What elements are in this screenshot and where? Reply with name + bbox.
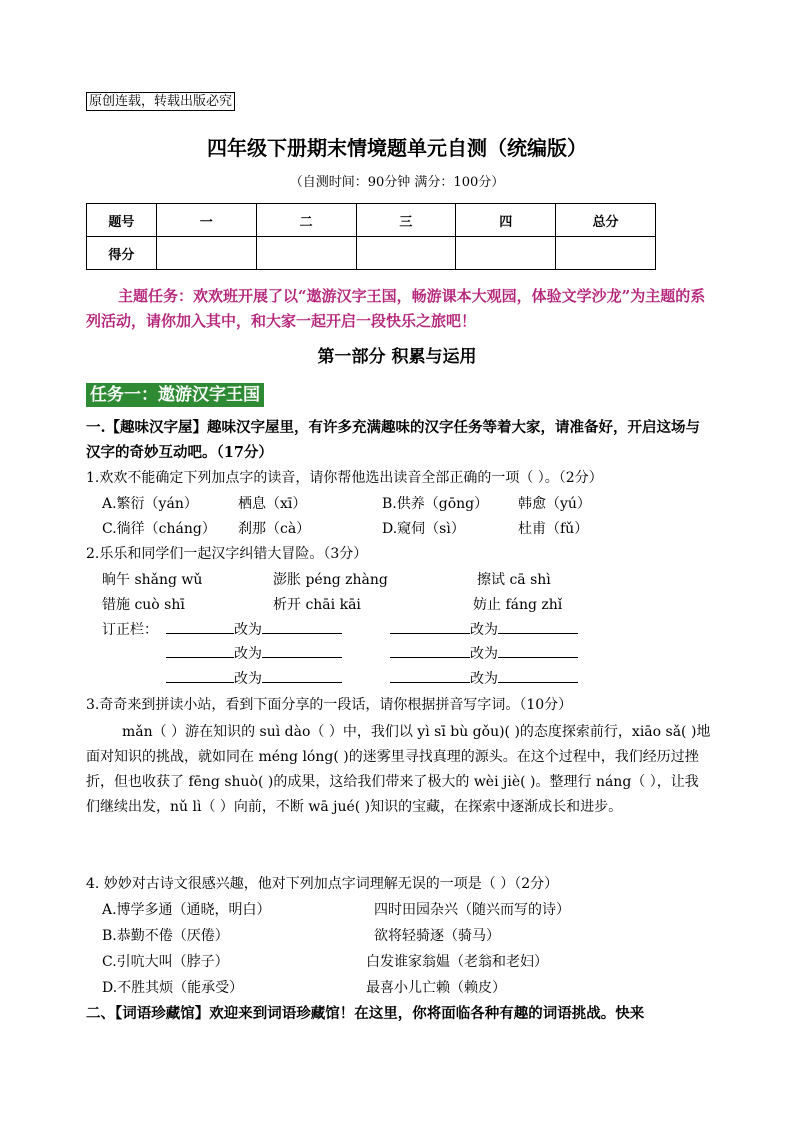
error-word: 析开 chāi kāi bbox=[273, 597, 361, 613]
score-header-cell: 一 bbox=[156, 204, 256, 237]
option-d[interactable]: D.窥伺（sì） bbox=[382, 521, 465, 537]
option-a-word: 栖息（xī） bbox=[238, 496, 307, 512]
score-header-cell: 题号 bbox=[87, 204, 157, 237]
change-to-label: 改为 bbox=[470, 646, 498, 662]
change-to-label: 改为 bbox=[234, 622, 262, 638]
score-header-cell: 四 bbox=[456, 204, 556, 237]
option-a[interactable]: A.博学多通（通晓，明白） bbox=[102, 902, 271, 918]
change-to-label: 改为 bbox=[234, 646, 262, 662]
question-stem: 4. 妙妙对古诗文很感兴趣，他对下列加点字词理解无误的一项是（ ）（2分） bbox=[86, 876, 559, 892]
option-a[interactable]: A.繁衍（yán） bbox=[102, 496, 198, 512]
change-to-label: 改为 bbox=[470, 622, 498, 638]
task-banner: 任务一：遨游汉字王国 bbox=[86, 383, 264, 407]
score-table bbox=[86, 203, 656, 270]
option-b-extra: 欲将轻骑逐（骑马） bbox=[374, 928, 500, 944]
option-c[interactable]: C.引吭大叫（脖子） bbox=[102, 954, 229, 970]
answer-blank[interactable] bbox=[498, 668, 578, 683]
theme-task: 主题任务：欢欢班开展了以“遨游汉字王国，畅游课本大观园，体验文学沙龙”为主题的系列活动，请你加入其中，和大家一起开启一段快乐之旅吧！ bbox=[86, 287, 706, 330]
answer-blank[interactable] bbox=[166, 668, 234, 683]
error-word: 妨止 fáng zhǐ bbox=[473, 597, 563, 613]
score-cell[interactable] bbox=[456, 237, 556, 270]
option-b[interactable]: B.供养（gōng） bbox=[382, 496, 489, 512]
error-word: 擦试 cā shì bbox=[477, 572, 551, 588]
section-heading: 二、【词语珍藏馆】欢迎来到词语珍藏馆！在这里，你将面临各种有趣的词语挑战。快来 bbox=[86, 1005, 645, 1022]
score-cell[interactable] bbox=[156, 237, 256, 270]
correction-row bbox=[166, 668, 342, 688]
answer-blank[interactable] bbox=[390, 619, 470, 634]
exam-info: （自测时间：90分钟 满分：100分） bbox=[289, 175, 505, 190]
answer-blank[interactable] bbox=[166, 619, 234, 634]
option-a-extra: 四时田园杂兴（随兴而写的诗） bbox=[374, 902, 570, 918]
option-b-word: 韩愈（yú） bbox=[518, 496, 591, 512]
pinyin-passage: mǎn（ ）游在知识的 suì dào（ ）中，我们以 yì sī bù gǒu)( )的态度探索前行，xiāo sǎ( )地面对知识的挑战，就如同在 méng lóng( )的迷雾里寻找真理的源头。在这个过程中，我们经历过挫折，但也收获了 fēng shuò( )的成果，这给我们带来了极大的 wèi jiè( )。整理行 náng（ ），让我们继续出发，nǔ lì（ ）向前，不断 wā jué( )知识的宝藏，在探索中逐渐成长和进步。 bbox=[86, 724, 711, 815]
score-cell[interactable] bbox=[556, 237, 656, 270]
correction-row bbox=[390, 643, 578, 663]
answer-blank[interactable] bbox=[262, 643, 342, 658]
option-c[interactable]: C.徜徉（cháng） bbox=[102, 521, 216, 537]
option-d[interactable]: D.不胜其烦（能承受） bbox=[102, 980, 244, 996]
answer-blank[interactable] bbox=[390, 668, 470, 683]
option-d-extra: 最喜小儿亡赖（赖皮） bbox=[366, 980, 506, 996]
section-heading: 一.【趣味汉字屋】趣味汉字屋里，有许多充满趣味的汉字任务等着大家，请准备好，开启这场与汉字的奇妙互动吧。（17分） bbox=[86, 419, 701, 461]
score-cell[interactable] bbox=[256, 237, 356, 270]
page-title: 四年级下册期末情境题单元自测（统编版） bbox=[207, 136, 587, 160]
option-c-word: 刹那（cà） bbox=[238, 521, 311, 537]
option-b[interactable]: B.恭勤不倦（厌倦） bbox=[102, 928, 229, 944]
correction-row bbox=[166, 643, 342, 663]
part-title: 第一部分 积累与运用 bbox=[317, 347, 477, 367]
correction-row bbox=[390, 668, 578, 688]
error-word: 澎胀 péng zhàng bbox=[273, 572, 388, 588]
correction-label: 订正栏： bbox=[102, 622, 158, 638]
option-d-word: 杜甫（fǔ） bbox=[518, 521, 589, 537]
change-to-label: 改为 bbox=[234, 671, 262, 687]
correction-row bbox=[390, 619, 578, 639]
change-to-label: 改为 bbox=[470, 671, 498, 687]
score-header-cell: 三 bbox=[356, 204, 456, 237]
question-stem: 2.乐乐和同学们一起汉字纠错大冒险。（3分） bbox=[86, 546, 368, 562]
score-row-label: 得分 bbox=[87, 237, 157, 270]
answer-blank[interactable] bbox=[262, 619, 342, 634]
answer-blank[interactable] bbox=[262, 668, 342, 683]
copyright-stamp: 原创连载，转载出版必究 bbox=[86, 92, 235, 111]
option-c-extra: 白发谁家翁媪（老翁和老妇） bbox=[366, 954, 548, 970]
question-stem: 3.奇奇来到拼读小站，看到下面分享的一段话，请你根据拼音写字词。（10分） bbox=[86, 697, 573, 713]
question-stem: 1.欢欢不能确定下列加点字的读音，请你帮他选出读音全部正确的一项（ ）。（2分） bbox=[86, 470, 603, 486]
answer-blank[interactable] bbox=[166, 643, 234, 658]
score-cell[interactable] bbox=[356, 237, 456, 270]
score-header-cell: 二 bbox=[256, 204, 356, 237]
correction-row bbox=[166, 619, 342, 639]
answer-blank[interactable] bbox=[498, 619, 578, 634]
score-header-cell: 总分 bbox=[556, 204, 656, 237]
error-word: 晌午 shǎng wǔ bbox=[102, 572, 203, 588]
answer-blank[interactable] bbox=[498, 643, 578, 658]
error-word: 错施 cuò shī bbox=[102, 597, 185, 613]
answer-blank[interactable] bbox=[390, 643, 470, 658]
